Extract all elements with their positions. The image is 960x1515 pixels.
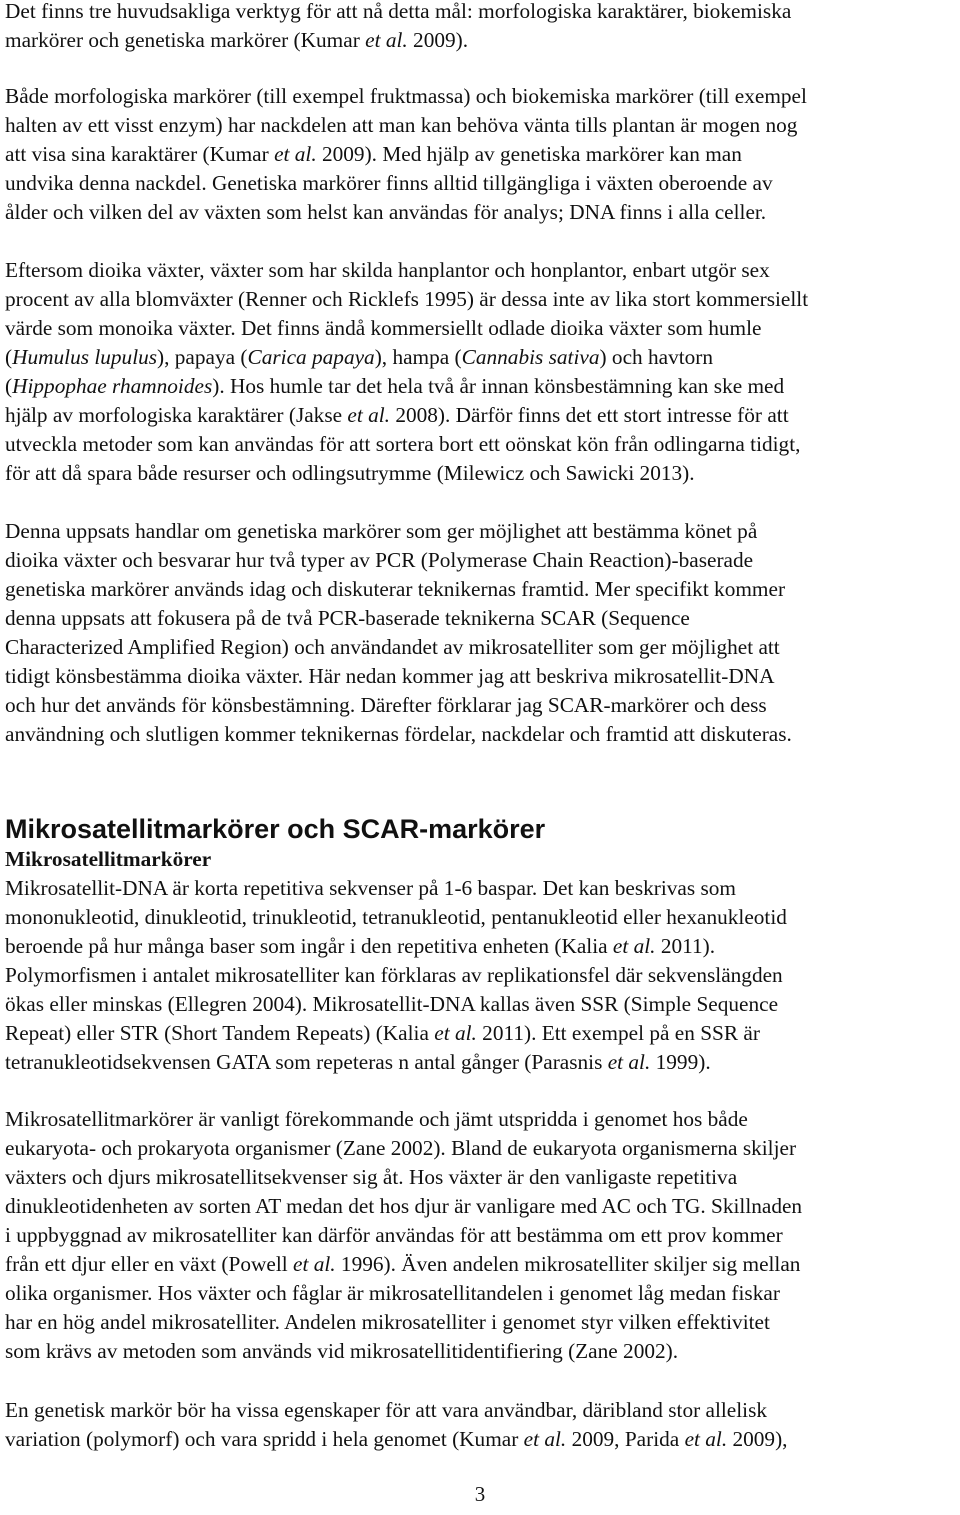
text-run: halten av ett visst enzym) har nackdelen att man kan behöva vänta tills plantan är mogen nog <box>5 113 798 137</box>
text-run: Mikrosatellit-DNA är korta repetitiva sekvenser på 1-6 baspar. Det kan beskrivas som <box>5 876 736 900</box>
text-run: ). Hos humle tar det hela två år innan könsbestämning kan ske med <box>212 374 785 398</box>
text-run: 2009). <box>407 28 469 52</box>
text-line <box>5 82 959 111</box>
text-line <box>5 256 959 285</box>
text-run: variation (polymorf) och vara spridd i hela genomet (Kumar <box>5 1427 524 1451</box>
paragraph-microsatellite-distribution <box>5 1105 959 1366</box>
text-line <box>5 662 959 691</box>
text-run: Polymorfismen i antalet mikrosatelliter kan förklaras av replikationsfel där sekvenslängden <box>5 963 783 987</box>
text-run: ), hampa ( <box>374 345 462 369</box>
text-line <box>5 961 959 990</box>
text-line <box>5 546 959 575</box>
subsection-heading: Mikrosatellitmarkörer <box>5 847 212 871</box>
text-line <box>5 314 959 343</box>
text-run: procent av alla blomväxter (Renner och Ricklefs 1995) är dessa inte av lika stort kommersiellt <box>5 287 809 311</box>
text-run: En genetisk markör bör ha vissa egenskaper för att vara användbar, däribland stor allelisk <box>5 1398 768 1422</box>
text-run: 1996). Även andelen mikrosatelliter skiljer sig mellan <box>335 1252 801 1276</box>
paragraph-marker-properties <box>5 1396 959 1454</box>
italic-run: et al. <box>274 142 317 166</box>
text-run: denna uppsats att fokusera på de två PCR-baserade teknikerna SCAR (Sequence <box>5 606 690 630</box>
italic-run: Hippophae rhamnoides <box>12 374 213 398</box>
text-line <box>5 169 959 198</box>
text-line <box>5 604 959 633</box>
text-line <box>5 1337 959 1366</box>
paragraph-marker-drawbacks <box>5 82 959 227</box>
text-run: användning och slutligen kommer teknikernas fördelar, nackdelar och framtid att diskuteras. <box>5 722 792 746</box>
text-line <box>5 1163 959 1192</box>
text-run: Eftersom dioika växter, växter som har skilda hanplantor och honplantor, enbart utgör sex <box>5 258 770 282</box>
text-run: tidigt könsbestämma dioika växter. Här nedan kommer jag att beskriva mikrosatellit-DNA <box>5 664 775 688</box>
text-run: 2011). <box>655 934 716 958</box>
italic-run: Cannabis sativa <box>461 345 600 369</box>
text-run: 2009). Med hjälp av genetiska markörer kan man <box>316 142 742 166</box>
text-run: ökas eller minskas (Ellegren 2004). Mikrosatellit-DNA kallas även SSR (Simple Sequence <box>5 992 779 1016</box>
text-line <box>5 990 959 1019</box>
text-run: undvika denna nackdel. Genetiska markörer finns alltid tillgängliga i växten oberoende av <box>5 171 773 195</box>
text-run: Repeat) eller STR (Short Tandem Repeats) (Kalia <box>5 1021 435 1045</box>
text-line <box>5 1048 959 1077</box>
text-run: har en hög andel mikrosatelliter. Andelen mikrosatelliter i genomet styr vilken effektivitet <box>5 1310 770 1334</box>
text-run: Characterized Amplified Region) och användandet av mikrosatelliter som ger möjlighet att <box>5 635 780 659</box>
text-run: ( <box>5 345 13 369</box>
text-run: eukaryota- och prokaryota organismer (Zane 2002). Bland de eukaryota organismerna skiljer <box>5 1136 797 1160</box>
page-number: 3 <box>474 1482 486 1506</box>
text-line <box>5 343 959 372</box>
text-run: beroende på hur många baser som ingår i den repetitiva enheten (Kalia <box>5 934 613 958</box>
text-run: i uppbyggnad av mikrosatelliter kan därför användas för att bestämma om ett prov kommer <box>5 1223 783 1247</box>
text-run: värde som monoika växter. Det finns ändå kommersiellt odlade dioika växter som humle <box>5 316 762 340</box>
text-line <box>5 1425 959 1454</box>
paragraph-dioecious-plants <box>5 256 959 488</box>
text-line <box>5 1308 959 1337</box>
italic-run: et al. <box>347 403 390 427</box>
text-line <box>5 1221 959 1250</box>
text-run: Det finns tre huvudsakliga verktyg för att nå detta mål: morfologiska karaktärer, biokemiska <box>5 0 792 23</box>
text-run: 2009), <box>727 1427 788 1451</box>
text-run: ( <box>5 374 13 398</box>
text-run: från ett djur eller en växt (Powell <box>5 1252 293 1276</box>
text-run: dinukleotidenheten av sorten AT medan det hos djur är vanligare med AC och TG. Skillnaden <box>5 1194 803 1218</box>
text-line <box>5 633 959 662</box>
text-run: genetiska markörer används idag och diskuterar teknikernas framtid. Mer specifikt kommer <box>5 577 786 601</box>
text-line <box>5 140 959 169</box>
text-run: dioika växter och besvarar hur två typer av PCR (Polymerase Chain Reaction)-baserade <box>5 548 754 572</box>
text-line <box>5 517 959 546</box>
text-run: 1999). <box>650 1050 711 1074</box>
text-line <box>5 401 959 430</box>
text-line <box>5 459 959 488</box>
text-line <box>5 26 959 55</box>
text-line <box>5 575 959 604</box>
text-line <box>5 0 959 26</box>
text-line <box>5 720 959 749</box>
text-run: 2011). Ett exempel på en SSR är <box>476 1021 760 1045</box>
paragraph-microsatellite-definition <box>5 874 959 1077</box>
text-line <box>5 1396 959 1425</box>
text-run: växters och djurs mikrosatellitsekvenser sig åt. Hos växter är den vanligaste repetitiva <box>5 1165 738 1189</box>
paragraph-tools <box>5 0 959 55</box>
text-line <box>5 372 959 401</box>
text-line <box>5 1105 959 1134</box>
section-heading: Mikrosatellitmarkörer och SCAR-markörer <box>5 814 546 844</box>
italic-run: et al. <box>607 1050 651 1074</box>
text-run: Mikrosatellitmarkörer är vanligt förekommande och jämt utspridda i genomet hos både <box>5 1107 748 1131</box>
text-run: Både morfologiska markörer (till exempel fruktmassa) och biokemiska markörer (till exempel <box>5 84 807 108</box>
text-line <box>5 1019 959 1048</box>
text-run: 2008). Därför finns det ett stort intresse för att <box>390 403 789 427</box>
italic-run: Carica papaya <box>247 345 375 369</box>
text-run: ålder och vilken del av växten som helst kan användas för analys; DNA finns i alla celler. <box>5 200 767 224</box>
text-run: som krävs av metoden som används vid mikrosatellitidentifiering (Zane 2002). <box>5 1339 679 1363</box>
text-line <box>5 932 959 961</box>
text-run: utveckla metoder som kan användas för att sortera bort ett oönskat kön från odlingarna tidigt, <box>5 432 801 456</box>
text-line <box>5 430 959 459</box>
text-run: att visa sina karaktärer (Kumar <box>5 142 275 166</box>
text-line <box>5 111 959 140</box>
italic-run: et al. <box>684 1427 728 1451</box>
text-line <box>5 691 959 720</box>
text-run: tetranukleotidsekvensen GATA som repeteras n antal gånger (Parasnis <box>5 1050 608 1074</box>
text-run: Denna uppsats handlar om genetiska markörer som ger möjlighet att bestämma könet på <box>5 519 758 543</box>
italic-run: Humulus lupulus <box>12 345 158 369</box>
text-line <box>5 1134 959 1163</box>
text-line <box>5 1279 959 1308</box>
text-line <box>5 874 959 903</box>
text-run: 2009, Parida <box>566 1427 685 1451</box>
text-run: för att då spara både resurser och odlingsutrymme (Milewicz och Sawicki 2013). <box>5 461 695 485</box>
text-line <box>5 1250 959 1279</box>
italic-run: et al. <box>612 934 656 958</box>
italic-run: et al. <box>434 1021 477 1045</box>
text-line <box>5 1192 959 1221</box>
text-line <box>5 285 959 314</box>
text-line <box>5 903 959 932</box>
italic-run: et al. <box>293 1252 336 1276</box>
italic-run: et al. <box>365 28 408 52</box>
text-run: mononukleotid, dinukleotid, trinukleotid, tetranukleotid, pentanukleotid eller hexanukleotid <box>5 905 787 929</box>
text-run: ), papaya ( <box>157 345 248 369</box>
text-run: hjälp av morfologiska karaktärer (Jakse <box>5 403 348 427</box>
text-run: och hur det används för könsbestämning. Därefter förklarar jag SCAR-markörer och dess <box>5 693 767 717</box>
italic-run: et al. <box>523 1427 567 1451</box>
text-run: olika organismer. Hos växter och fåglar är mikrosatellitandelen i genomet låg medan fiskar <box>5 1281 780 1305</box>
text-line <box>5 198 959 227</box>
text-run: ) och havtorn <box>599 345 714 369</box>
text-run: markörer och genetiska markörer (Kumar <box>5 28 366 52</box>
paragraph-essay-scope <box>5 517 959 749</box>
